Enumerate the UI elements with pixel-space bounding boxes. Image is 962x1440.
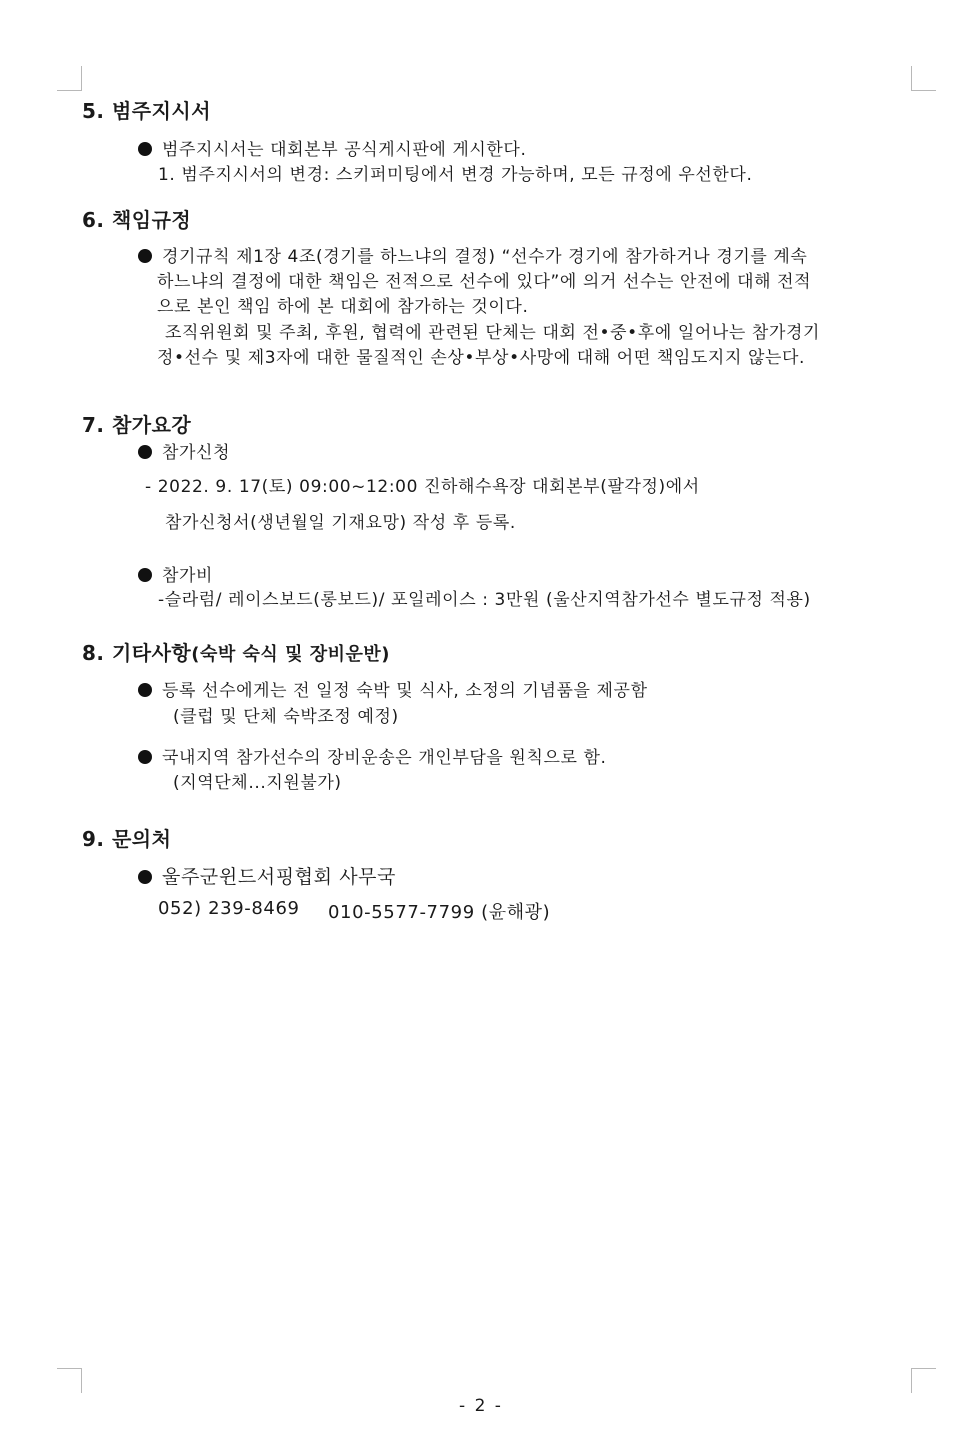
bullet-icon	[138, 445, 152, 459]
section-5-bullet	[138, 135, 526, 160]
section-7-title: 7. 참가요강	[82, 413, 192, 437]
bullet-icon	[138, 568, 152, 582]
section-8-title-sub: (숙박 숙식 및 장비운반)	[191, 644, 391, 665]
bullet-icon	[138, 249, 152, 263]
section-7-fee-bullet-text: 참가비	[162, 566, 214, 586]
section-6-line-4: 조직위원회 및 주최, 후원, 협력에 관련된 단체는 대회 전•중•후에 일어나는 참가경기	[165, 323, 821, 343]
section-5-item-1: 1. 범주지시서의 변경: 스키퍼미팅에서 변경 가능하며, 모든 규정에 우선한다.	[158, 165, 753, 185]
section-5-bullet-text: 범주지시서는 대회본부 공식게시판에 게시한다.	[162, 140, 527, 160]
section-8-title	[82, 637, 390, 666]
bullet-icon	[138, 750, 152, 764]
section-7-apply-line-2: 참가신청서(생년월일 기재요망) 작성 후 등록.	[165, 513, 516, 533]
bullet-icon	[138, 142, 152, 156]
section-7-apply-bullet	[138, 438, 230, 463]
section-8-bullet-2-line-2: (지역단체...지원불가)	[173, 773, 342, 793]
section-8-title-main: 8. 기타사항	[82, 641, 192, 665]
section-6-line-2: 하느냐의 결정에 대한 책임은 전적으로 선수에 있다”에 의거 선수는 안전에 대해 전적	[157, 272, 812, 292]
crop-mark-top-right	[911, 66, 936, 91]
section-7-fee-bullet	[138, 561, 213, 586]
section-6-line-1	[138, 242, 807, 267]
section-6-title: 6. 책임규정	[82, 208, 192, 232]
section-8-bullet-2	[138, 743, 607, 768]
section-9-mobile: 010-5577-7799 (윤해광)	[328, 902, 551, 923]
section-7-apply-line-1: - 2022. 9. 17(토) 09:00~12:00 진하해수욕장 대회본부(팔각정)에서	[145, 477, 700, 497]
section-8-bullet-1-line-2: (클럽 및 단체 숙박조정 예정)	[173, 707, 399, 727]
section-9-bullet	[138, 862, 396, 889]
crop-mark-bottom-right	[911, 1368, 936, 1393]
bullet-icon	[138, 683, 152, 697]
crop-mark-top-left	[57, 66, 82, 91]
section-8-bullet-2-text: 국내지역 참가선수의 장비운송은 개인부담을 원칙으로 함.	[162, 748, 607, 768]
page-number: - 2 -	[459, 1396, 503, 1416]
bullet-icon	[138, 870, 152, 884]
section-6-line-3: 으로 본인 책임 하에 본 대회에 참가하는 것이다.	[157, 297, 529, 317]
section-8-bullet-1-text: 등록 선수에게는 전 일정 숙박 및 식사, 소정의 기념품을 제공함	[162, 681, 648, 701]
section-7-fee-line: -슬라럼/ 레이스보드(롱보드)/ 포일레이스 : 3만원 (울산지역참가선수 별도규정 적용)	[158, 590, 811, 610]
section-5-title: 5. 범주지시서	[82, 99, 212, 123]
section-8-bullet-1	[138, 676, 648, 701]
section-6-line-1-text: 경기규칙 제1장 4조(경기를 하느냐의 결정) “선수가 경기에 참가하거나 경기를 계속	[162, 247, 808, 267]
section-9-phone: 052) 239-8469	[158, 898, 300, 919]
section-7-apply-bullet-text: 참가신청	[162, 443, 231, 463]
crop-mark-bottom-left	[57, 1368, 82, 1393]
section-9-bullet-text: 울주군윈드서핑협회 사무국	[162, 866, 397, 888]
section-9-title: 9. 문의처	[82, 827, 172, 851]
section-6-line-5: 정•선수 및 제3자에 대한 물질적인 손상•부상•사망에 대해 어떤 책임도지지 않는다.	[157, 348, 806, 368]
